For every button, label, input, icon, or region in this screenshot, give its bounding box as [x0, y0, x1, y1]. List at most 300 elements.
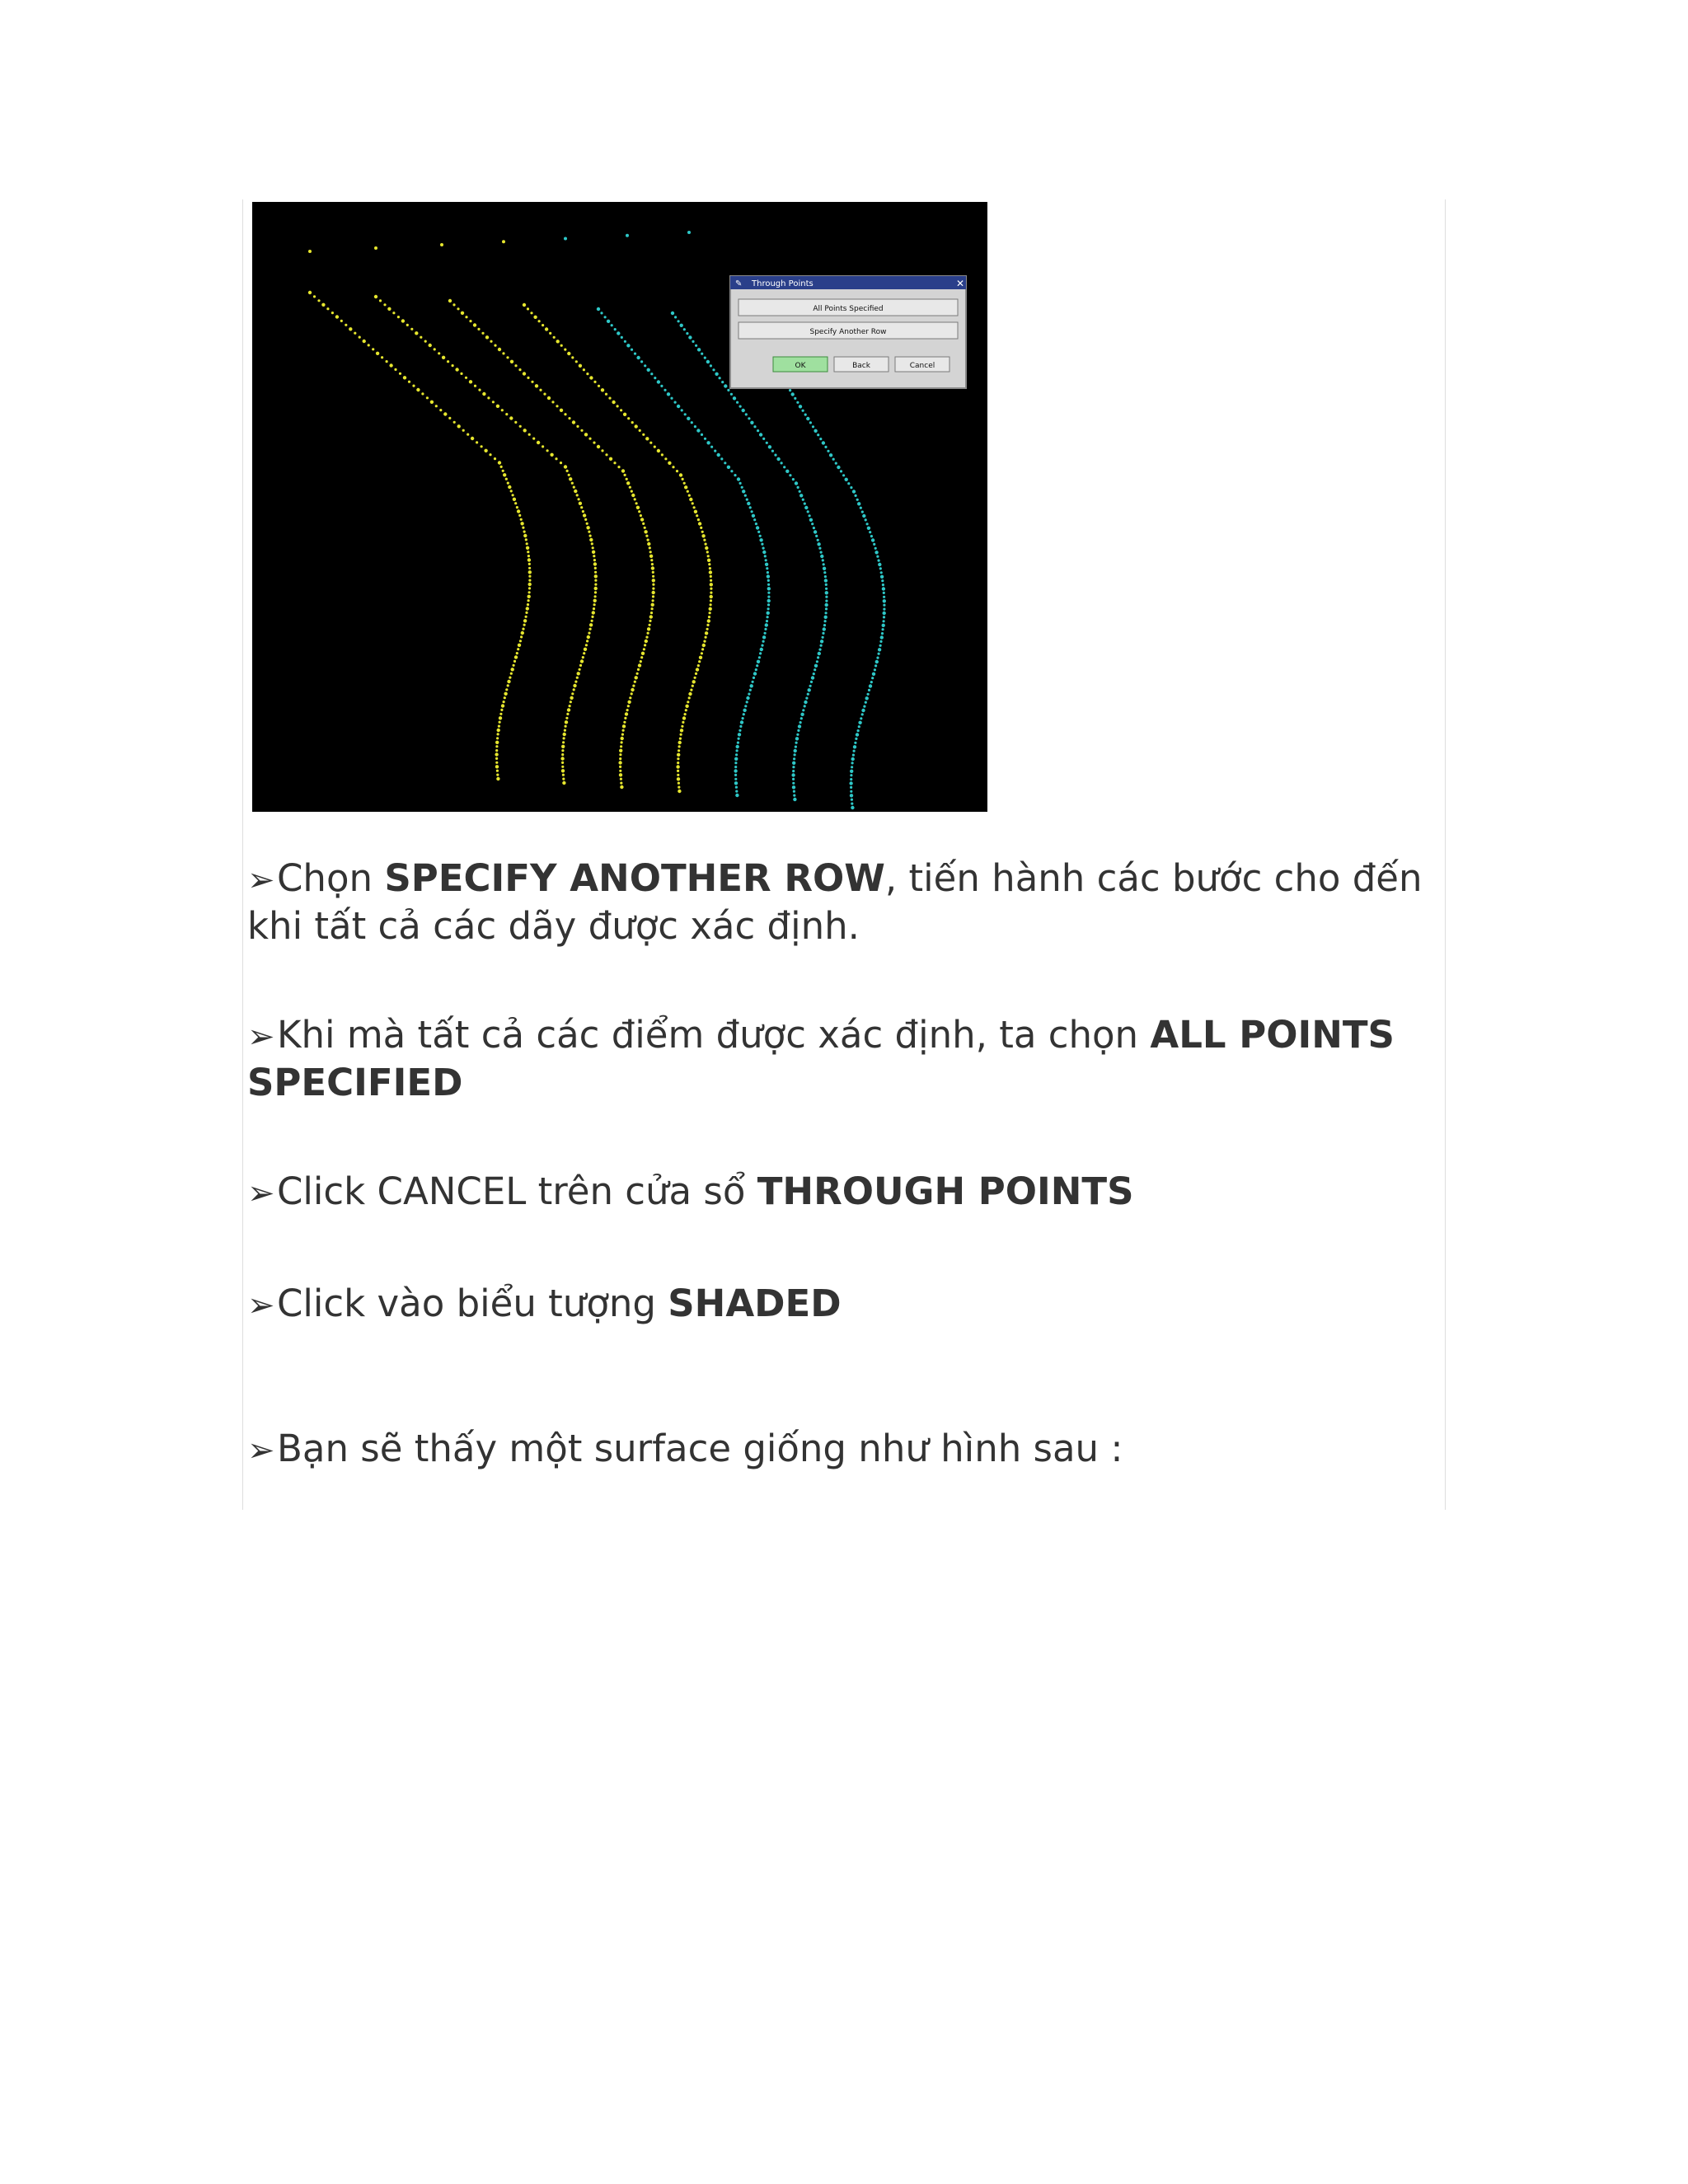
- point-marker: [867, 527, 870, 530]
- point-marker: [883, 620, 885, 622]
- point-marker: [852, 754, 855, 757]
- point-marker: [455, 368, 458, 371]
- ok-button[interactable]: [773, 357, 828, 372]
- point-marker: [739, 725, 742, 728]
- point-marker: [647, 632, 649, 635]
- point-marker: [761, 644, 763, 647]
- point-marker: [462, 429, 465, 432]
- point-marker: [792, 766, 795, 768]
- point-marker: [750, 421, 753, 424]
- point-marker: [847, 482, 850, 485]
- point-marker: [574, 681, 577, 683]
- point-marker: [840, 470, 842, 472]
- point-marker: [650, 612, 653, 614]
- point-marker: [758, 656, 761, 658]
- point-marker: [677, 774, 679, 776]
- point-marker: [530, 312, 532, 314]
- point-marker: [851, 757, 855, 761]
- point-marker: [560, 757, 564, 760]
- point-marker: [623, 721, 626, 724]
- point-marker: [767, 571, 769, 574]
- point-marker: [793, 757, 795, 760]
- point-marker: [584, 433, 588, 436]
- point-marker: [865, 696, 869, 700]
- point-marker: [709, 607, 712, 611]
- point-marker: [601, 449, 603, 452]
- point-marker: [883, 604, 885, 607]
- point-marker: [506, 356, 509, 359]
- point-marker: [869, 531, 871, 533]
- point-marker: [528, 591, 531, 593]
- point-marker: [471, 437, 474, 440]
- point-marker: [753, 677, 755, 679]
- point-marker: [490, 340, 492, 343]
- point-marker: [651, 566, 654, 569]
- point-marker: [749, 689, 752, 691]
- point-marker: [532, 438, 535, 440]
- point-marker: [547, 396, 551, 400]
- point-marker: [575, 360, 578, 363]
- point-marker: [882, 583, 884, 586]
- point-marker: [620, 782, 622, 785]
- point-marker: [635, 424, 638, 428]
- point-marker: [767, 574, 770, 578]
- point-marker: [712, 368, 715, 371]
- point-marker: [634, 681, 636, 683]
- point-marker: [756, 526, 759, 529]
- point-marker: [438, 352, 440, 354]
- paragraph-1: ➢Chọn SPECIFY ANOTHER ROW, tiến hành các bước cho đến khi tất cả các dãy được xác định.: [247, 856, 1423, 948]
- point-marker: [614, 328, 617, 330]
- point-marker: [619, 753, 621, 756]
- point-marker: [818, 649, 821, 651]
- point-marker: [593, 607, 595, 610]
- cancel-button[interactable]: [895, 357, 950, 372]
- point-marker: [767, 603, 770, 606]
- point-marker: [649, 442, 652, 444]
- point-marker: [573, 486, 575, 489]
- point-marker: [317, 299, 320, 302]
- point-marker: [678, 320, 680, 322]
- point-marker: [572, 420, 575, 424]
- point-marker: [792, 770, 795, 772]
- point-marker: [699, 656, 702, 659]
- point-marker: [586, 640, 588, 642]
- point-marker: [635, 676, 638, 679]
- point-marker: [505, 688, 508, 691]
- point-marker: [680, 733, 682, 736]
- point-marker: [408, 381, 410, 383]
- point-marker: [642, 523, 645, 525]
- point-marker: [381, 356, 383, 359]
- point-marker: [796, 401, 799, 404]
- point-marker: [759, 538, 762, 541]
- point-marker: [589, 535, 592, 537]
- point-marker: [612, 401, 615, 404]
- point-marker: [498, 348, 501, 351]
- point-marker: [664, 457, 667, 460]
- point-marker: [626, 709, 629, 711]
- point-marker: [560, 462, 562, 464]
- point-marker: [528, 570, 532, 574]
- point-marker: [771, 450, 774, 452]
- point-marker: [565, 717, 568, 719]
- point-marker: [562, 778, 565, 780]
- point-marker: [505, 478, 508, 480]
- ok-label: OK: [795, 362, 806, 370]
- point-marker: [593, 381, 596, 383]
- point-marker: [403, 376, 406, 379]
- point-marker: [594, 567, 597, 569]
- paragraph-2: ➢Khi mà tất cả các điểm được xác định, ta chọn ALL POINTS SPECIFIED: [247, 1013, 1395, 1104]
- point-marker: [520, 635, 523, 638]
- point-marker: [709, 612, 711, 614]
- point-marker: [735, 786, 738, 789]
- point-marker: [412, 385, 415, 387]
- point-marker: [626, 234, 629, 237]
- point-marker: [817, 539, 819, 541]
- point-marker: [683, 482, 686, 485]
- point-marker: [594, 595, 597, 598]
- point-marker: [808, 688, 811, 691]
- point-marker: [507, 482, 509, 485]
- point-marker: [560, 409, 563, 412]
- point-marker: [755, 668, 757, 671]
- point-marker: [640, 360, 643, 363]
- point-marker: [714, 450, 716, 452]
- point-marker: [452, 364, 454, 367]
- point-marker: [862, 514, 865, 518]
- point-marker: [854, 742, 856, 744]
- emphasis: SHADED: [668, 1282, 842, 1325]
- point-marker: [823, 624, 826, 626]
- point-marker: [861, 713, 864, 715]
- point-marker: [392, 312, 395, 314]
- point-marker: [824, 446, 827, 448]
- point-marker: [505, 413, 508, 415]
- point-marker: [593, 442, 595, 444]
- point-marker: [851, 799, 853, 801]
- point-marker: [802, 499, 804, 501]
- point-marker: [694, 510, 697, 513]
- point-marker: [424, 340, 427, 343]
- point-marker: [691, 421, 693, 424]
- point-marker: [823, 567, 826, 570]
- point-marker: [426, 396, 429, 399]
- point-marker: [748, 693, 750, 696]
- point-marker: [767, 616, 769, 618]
- point-marker: [626, 344, 630, 347]
- point-marker: [704, 438, 706, 440]
- point-marker: [706, 360, 710, 363]
- point-marker: [882, 628, 884, 630]
- point-marker: [874, 668, 876, 671]
- point-marker: [443, 412, 447, 415]
- point-marker: [734, 769, 737, 772]
- point-marker: [765, 623, 768, 626]
- point-marker: [663, 389, 666, 391]
- point-marker: [509, 416, 513, 419]
- point-marker: [507, 684, 509, 687]
- point-marker: [621, 737, 624, 740]
- point-marker: [589, 628, 592, 630]
- point-marker: [792, 778, 795, 780]
- point-marker: [564, 237, 567, 241]
- point-marker: [815, 535, 818, 537]
- point-marker: [698, 522, 701, 525]
- point-marker: [429, 344, 432, 347]
- point-marker: [631, 692, 633, 695]
- point-marker: [394, 368, 396, 371]
- point-marker: [701, 434, 703, 436]
- point-marker: [697, 348, 701, 351]
- point-marker: [528, 583, 532, 586]
- point-marker: [688, 696, 691, 699]
- point-marker: [652, 571, 654, 574]
- point-marker: [522, 628, 524, 630]
- point-marker: [878, 563, 881, 566]
- point-marker: [800, 713, 804, 716]
- point-marker: [737, 742, 739, 744]
- point-marker: [528, 595, 531, 598]
- point-marker: [817, 656, 819, 658]
- point-marker: [526, 546, 529, 550]
- point-marker: [566, 470, 569, 472]
- specify-another-row-button[interactable]: [738, 322, 958, 339]
- point-marker: [746, 499, 748, 501]
- point-marker: [878, 653, 880, 655]
- point-marker: [759, 433, 762, 436]
- point-marker: [734, 781, 738, 785]
- point-marker: [525, 616, 528, 618]
- point-marker: [597, 445, 600, 448]
- point-marker: [649, 615, 653, 618]
- point-marker: [880, 635, 884, 639]
- point-marker: [489, 453, 491, 456]
- point-marker: [742, 409, 745, 412]
- point-marker: [522, 527, 524, 529]
- point-marker: [694, 677, 696, 679]
- point-marker: [476, 441, 478, 443]
- point-marker: [626, 478, 628, 480]
- point-marker: [738, 729, 741, 732]
- close-icon[interactable]: ✕: [956, 278, 965, 289]
- point-marker: [829, 453, 832, 457]
- point-marker: [498, 461, 501, 464]
- point-marker: [706, 551, 709, 553]
- point-marker: [863, 705, 865, 708]
- point-marker: [574, 490, 577, 493]
- point-marker: [795, 737, 799, 740]
- back-button[interactable]: [834, 357, 889, 372]
- point-marker: [710, 575, 712, 578]
- point-marker: [823, 571, 826, 574]
- point-marker: [588, 531, 590, 533]
- point-marker: [789, 474, 791, 476]
- point-marker: [594, 587, 598, 590]
- point-marker: [701, 534, 705, 537]
- point-marker: [860, 717, 862, 719]
- point-marker: [592, 551, 595, 554]
- point-marker: [549, 332, 551, 335]
- point-marker: [879, 567, 882, 569]
- point-marker: [765, 563, 768, 566]
- point-marker: [567, 352, 570, 355]
- point-marker: [818, 547, 821, 550]
- point-marker: [637, 668, 640, 671]
- point-marker: [734, 778, 737, 780]
- point-marker: [542, 445, 544, 448]
- point-marker: [494, 344, 496, 347]
- point-marker: [727, 466, 730, 469]
- point-marker: [613, 462, 616, 464]
- point-marker: [542, 324, 544, 326]
- point-marker: [767, 596, 770, 598]
- point-marker: [639, 429, 641, 432]
- point-marker: [528, 579, 531, 582]
- point-marker: [555, 457, 557, 460]
- point-marker: [746, 701, 748, 703]
- point-marker: [739, 405, 742, 408]
- point-marker: [734, 766, 737, 768]
- point-marker: [372, 348, 374, 350]
- point-marker: [850, 778, 852, 780]
- point-marker: [823, 563, 825, 565]
- point-marker: [533, 316, 537, 319]
- point-marker: [811, 676, 814, 679]
- point-marker: [818, 652, 821, 655]
- point-marker: [474, 385, 476, 387]
- point-marker: [874, 547, 877, 550]
- point-marker: [496, 777, 499, 780]
- point-marker: [738, 733, 741, 736]
- all-points-specified-label: All Points Specified: [813, 305, 884, 313]
- point-marker: [756, 664, 758, 667]
- point-marker: [799, 721, 802, 724]
- point-marker: [647, 542, 650, 546]
- point-marker: [696, 429, 700, 432]
- point-marker: [688, 335, 692, 339]
- point-marker: [504, 692, 507, 696]
- point-marker: [457, 307, 459, 310]
- point-marker: [631, 494, 635, 497]
- point-marker: [586, 523, 588, 525]
- point-marker: [502, 240, 505, 243]
- point-marker: [526, 607, 529, 610]
- point-marker: [469, 320, 471, 322]
- point-marker: [880, 575, 884, 579]
- point-marker: [308, 250, 312, 253]
- point-marker: [739, 482, 742, 485]
- point-marker: [563, 737, 565, 739]
- point-marker: [644, 530, 647, 533]
- point-marker: [704, 357, 706, 359]
- point-marker: [569, 705, 571, 707]
- point-marker: [872, 673, 875, 676]
- point-marker: [482, 392, 485, 396]
- dialog-icon: ✎: [735, 279, 743, 288]
- point-marker: [710, 599, 712, 602]
- point-marker: [588, 438, 591, 440]
- point-marker: [494, 457, 496, 460]
- point-marker: [766, 567, 768, 569]
- point-marker: [816, 660, 818, 663]
- point-marker: [477, 328, 480, 330]
- point-marker: [792, 785, 795, 789]
- point-marker: [813, 673, 815, 675]
- point-marker: [406, 324, 409, 326]
- point-marker: [850, 790, 852, 793]
- point-marker: [825, 596, 828, 598]
- point-marker: [822, 441, 825, 444]
- point-marker: [744, 705, 747, 707]
- point-marker: [794, 749, 797, 752]
- point-marker: [810, 681, 813, 683]
- point-marker: [578, 498, 580, 500]
- point-marker: [652, 583, 654, 586]
- point-marker: [873, 543, 875, 546]
- point-marker: [676, 765, 679, 768]
- point-marker: [668, 462, 671, 465]
- point-marker: [737, 477, 740, 480]
- point-marker: [495, 752, 498, 756]
- point-marker: [677, 753, 680, 757]
- point-marker: [496, 737, 499, 739]
- point-marker: [386, 360, 388, 363]
- point-marker: [523, 429, 527, 432]
- point-marker: [601, 388, 604, 391]
- point-marker: [519, 425, 522, 428]
- point-marker: [678, 790, 681, 793]
- point-marker: [837, 466, 840, 469]
- point-marker: [695, 673, 697, 675]
- point-marker: [584, 648, 587, 651]
- point-marker: [556, 340, 560, 343]
- point-marker: [605, 393, 607, 396]
- point-marker: [640, 660, 642, 663]
- point-marker: [469, 380, 472, 383]
- point-marker: [495, 741, 499, 744]
- point-marker: [876, 657, 879, 659]
- point-marker: [825, 600, 828, 602]
- point-marker: [593, 555, 595, 557]
- point-marker: [767, 579, 770, 582]
- point-marker: [762, 551, 766, 554]
- point-marker: [680, 729, 683, 732]
- point-marker: [495, 762, 498, 764]
- point-marker: [845, 478, 848, 481]
- point-marker: [523, 619, 527, 622]
- point-marker: [576, 677, 579, 679]
- point-marker: [870, 681, 873, 683]
- point-marker: [850, 486, 852, 489]
- bullet-arrow-icon: ➢: [247, 1018, 275, 1056]
- point-marker: [571, 692, 574, 695]
- point-marker: [368, 344, 370, 346]
- point-marker: [621, 469, 625, 472]
- point-marker: [629, 486, 631, 489]
- point-marker: [631, 490, 633, 493]
- point-marker: [560, 344, 563, 347]
- point-marker: [767, 583, 770, 586]
- point-marker: [592, 546, 594, 549]
- point-marker: [593, 599, 597, 602]
- point-marker: [707, 559, 710, 562]
- point-marker: [819, 438, 822, 440]
- point-marker: [870, 535, 873, 537]
- point-marker: [814, 668, 816, 671]
- all-points-specified-button[interactable]: [738, 299, 958, 316]
